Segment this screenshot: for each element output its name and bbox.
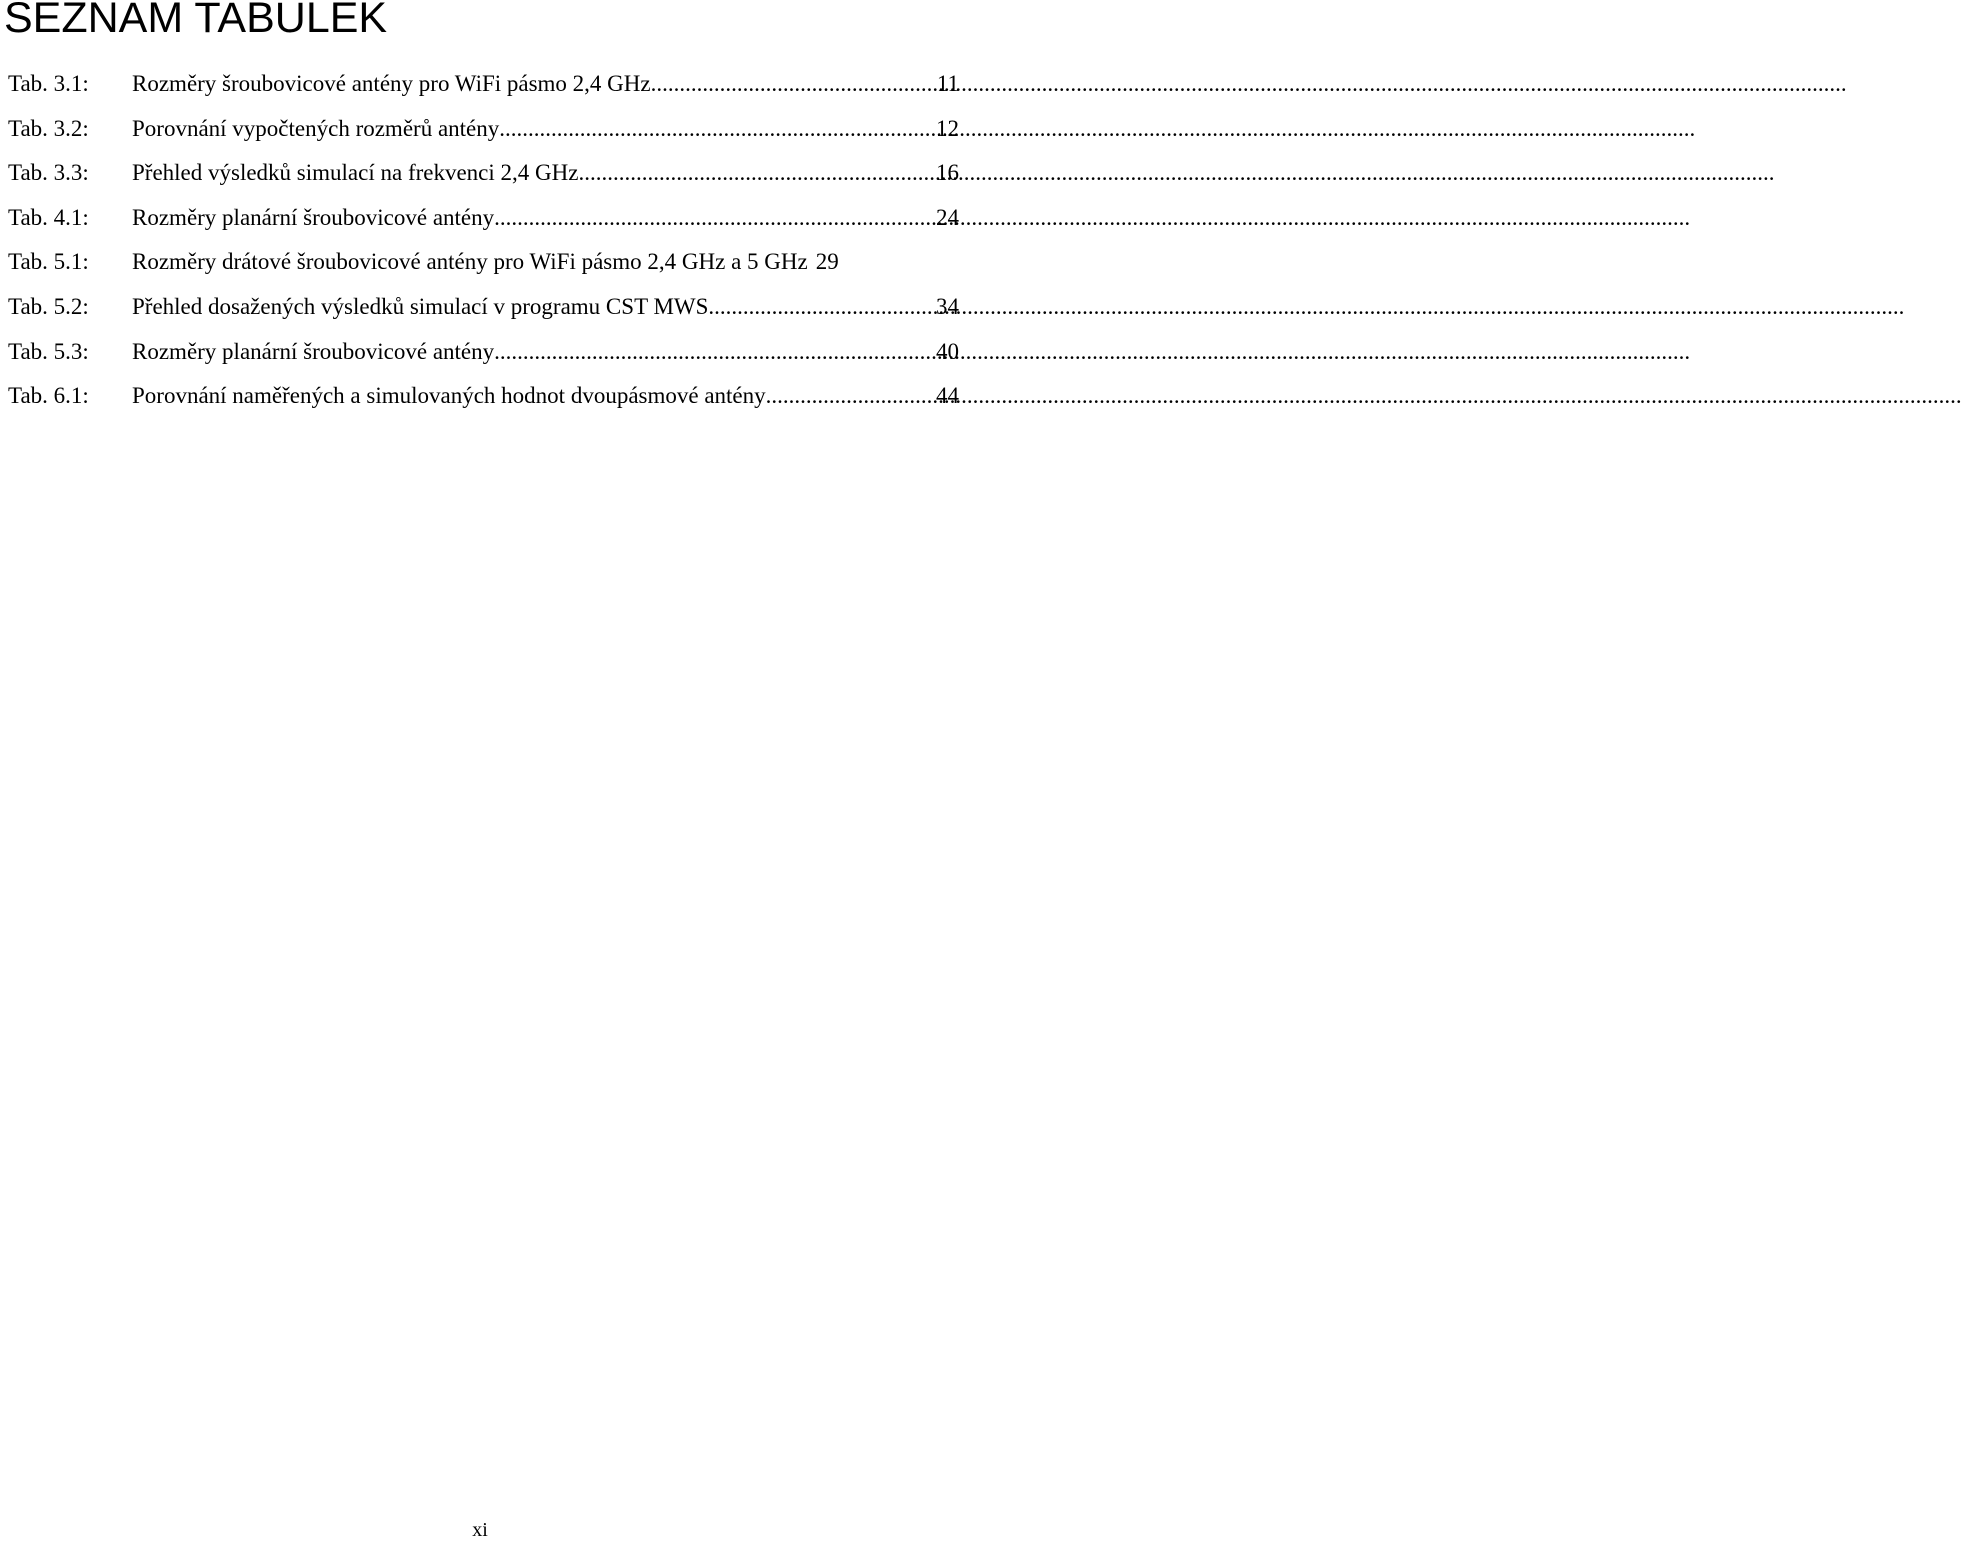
dot-leader: [766, 381, 930, 411]
toc-entry-page: 44: [936, 383, 959, 409]
toc-entry[interactable]: [8, 69, 961, 114]
toc-entry-page: 40: [936, 338, 959, 364]
toc-entry-title: Rozměry planární šroubovicové antény: [132, 338, 495, 364]
table-list: [8, 69, 961, 426]
toc-entry-page: 34: [936, 293, 959, 319]
dot-leader: [494, 337, 930, 367]
page-title: SEZNAM TABULEK: [4, 0, 388, 42]
toc-entry-label: Tab. 6.1:: [8, 383, 89, 409]
toc-entry-label: Tab. 4.1:: [8, 204, 89, 230]
toc-entry-page: 16: [936, 160, 959, 186]
page-number: xi: [472, 1519, 488, 1541]
dot-leader: [708, 292, 930, 322]
toc-entry-page: 29: [815, 249, 839, 275]
toc-entry[interactable]: [8, 381, 961, 426]
toc-entry-label: Tab. 3.3:: [8, 160, 89, 186]
toc-entry-title: Přehled výsledků simulací na frekvenci 2,4 GHz: [132, 160, 579, 186]
toc-entry-title: Rozměry drátové šroubovicové antény pro WiFi pásmo 2,4 GHz a 5 GHz: [132, 249, 808, 275]
toc-entry[interactable]: [8, 337, 961, 382]
toc-entry-label: Tab. 5.1:: [8, 249, 89, 275]
toc-entry-label: Tab. 5.3:: [8, 338, 89, 364]
toc-entry-title: Přehled dosažených výsledků simulací v programu CST MWS: [132, 293, 709, 319]
toc-entry-label: Tab. 5.2:: [8, 293, 89, 319]
toc-entry-page: 11: [936, 71, 959, 96]
toc-entry[interactable]: [8, 247, 961, 292]
toc-entry-label: Tab. 3.2:: [8, 115, 89, 141]
toc-entry[interactable]: [8, 203, 961, 248]
dot-leader: [494, 203, 930, 233]
toc-entry[interactable]: [8, 292, 961, 337]
toc-entry-title: Porovnání vypočtených rozměrů antény: [132, 115, 500, 141]
toc-entry-title: Rozměry šroubovicové antény pro WiFi pásmo 2,4 GHz: [132, 71, 651, 96]
toc-entry[interactable]: [8, 114, 961, 159]
dot-leader: [651, 69, 931, 99]
toc-entry-page: 24: [936, 204, 959, 230]
toc-entry-title: Rozměry planární šroubovicové antény: [132, 204, 495, 230]
toc-entry-page: 12: [936, 115, 959, 141]
dot-leader: [499, 114, 930, 144]
toc-entry-label: Tab. 3.1:: [8, 71, 89, 96]
toc-entry[interactable]: [8, 158, 961, 203]
dot-leader: [578, 158, 930, 188]
toc-entry-title: Porovnání naměřených a simulovaných hodnot dvoupásmové antény: [132, 383, 766, 409]
